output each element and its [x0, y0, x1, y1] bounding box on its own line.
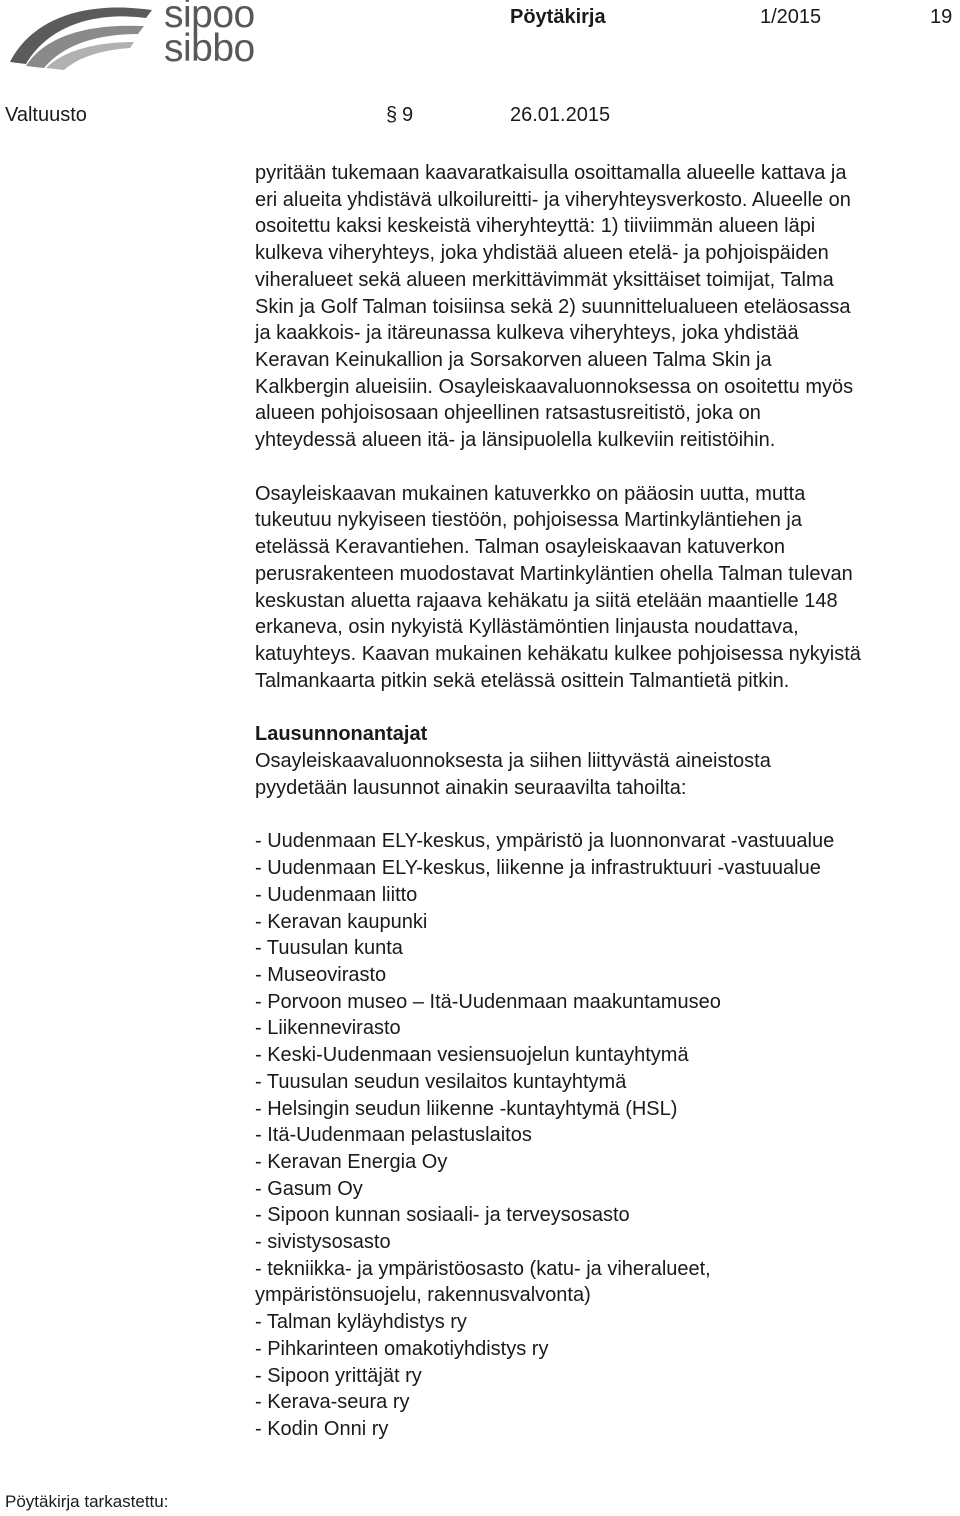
page-number: 19	[930, 6, 953, 28]
paragraph-statement-request: Osayleiskaavaluonnoksesta ja siihen liittyvästä aineistosta pyydetään lausunnot ainakin seuraavilta tahoilta:	[255, 750, 771, 799]
meeting-date: 26.01.2015	[510, 104, 611, 126]
doc-type: Pöytäkirja	[510, 6, 606, 28]
logo-wordmark	[164, 0, 255, 70]
paragraph-green-network: pyritään tukemaan kaavaratkaisulla osoittamalla alueelle kattava ja eri alueita yhdistävä ulkoilureitti- ja viheryhteysverkosto. Alueelle on osoitettu kaksi keskeistä viheryhteyttä: 1) tiiviimmän alueen läpi kulkeva viheryhteys, joka yhdistää alueen etelä- ja pohjoispäiden viheralueet sekä alueen merkittävimmät yksittäiset toimijat, Talma Skin ja Golf Talman toisiinsa sekä 2) suunnittelualueen eteläosassa ja kaakkois- ja itäreunassa kulkeva viheryhteys, joka yhdistää Keravan Keinukallion ja Sorsakorven alueen Talma Skin ja Kalkbergin alueisiin. Osayleiskaavaluonnoksessa on osoitettu myös alueen pohjoisosaan ohjeellinen ratsastusreitistö, joka on yhteydessä alueen itä- ja länsipuolella kulkeviin reitistöihin.	[255, 162, 854, 452]
list-item: - Museovirasto	[255, 963, 387, 986]
list-item: - Sipoon kunnan sosiaali- ja terveysosasto	[255, 1204, 630, 1227]
paragraph-street-network: Osayleiskaavan mukainen katuverkko on pääosin uutta, mutta tukeutuu nykyiseen tiestöön, pohjoisessa Martinkyläntiehen ja etelässä Keravantiehen. Talman osayleiskaavan katuverkon perusrakenteen muodostavat Martinkyläntien ohella Talman tulevan keskustan aluetta rajaava kehäkatu ja siitä etelään maantielle 148 erkaneva, osin nykyistä Kyllästämöntien linjausta noudattava, katuyhteys. Kaavan mukainen kehäkatu kulkee pohjoisessa nykyistä Talmankaarta pitkin sekä etelässä osittein Talmantietä pitkin.	[255, 482, 861, 692]
list-item: - Talman kyläyhdistys ry	[255, 1311, 467, 1334]
list-item: - sivistysosasto	[255, 1231, 391, 1254]
recipient-list	[255, 828, 960, 1442]
logo-text-sibbo: sibbo	[164, 27, 255, 70]
list-item: - Pihkarinteen omakotiyhdistys ry	[255, 1337, 549, 1360]
issue-number: 1/2015	[760, 6, 822, 28]
decision-body: Valtuusto	[5, 104, 87, 126]
logo-text-sipoo: sipoo	[164, 0, 255, 36]
document-body	[255, 160, 960, 1443]
sipoo-sibbo-logo	[6, 2, 256, 72]
list-item: - Tuusulan kunta	[255, 937, 403, 960]
list-item: - Kerava-seura ry	[255, 1391, 410, 1414]
list-item: - Itä-Uudenmaan pelastuslaitos	[255, 1124, 532, 1147]
list-item: - Keski-Uudenmaan vesiensuojelun kuntayhtymä	[255, 1044, 689, 1067]
list-item: - Porvoon museo – Itä-Uudenmaan maakuntamuseo	[255, 990, 721, 1013]
logo-swoosh-icon	[6, 2, 156, 72]
footer-reviewed-label: Pöytäkirja tarkastettu:	[5, 1492, 169, 1511]
list-item: - Uudenmaan ELY-keskus, ympäristö ja luonnonvarat -vastuualue	[255, 830, 835, 853]
section-heading: Lausunnonantajat	[255, 723, 428, 746]
list-item: - Uudenmaan liitto	[255, 883, 418, 906]
list-item: - Gasum Oy	[255, 1177, 363, 1200]
list-item: - Kodin Onni ry	[255, 1417, 389, 1440]
list-item: - tekniikka- ja ympäristöosasto (katu- ja viheralueet, ympäristönsuojelu, rakennusvalvonta)	[255, 1257, 711, 1307]
list-item: - Keravan kaupunki	[255, 910, 428, 933]
list-item: - Tuusulan seudun vesilaitos kuntayhtymä	[255, 1070, 627, 1093]
list-item: - Sipoon yrittäjät ry	[255, 1364, 422, 1387]
list-item: - Helsingin seudun liikenne -kuntayhtymä (HSL)	[255, 1097, 678, 1120]
list-item: - Keravan Energia Oy	[255, 1150, 448, 1173]
section-symbol: §	[386, 104, 398, 126]
section-number: 9	[402, 104, 414, 126]
list-item: - Uudenmaan ELY-keskus, liikenne ja infrastruktuuri -vastuualue	[255, 857, 821, 880]
list-item: - Liikennevirasto	[255, 1017, 401, 1040]
